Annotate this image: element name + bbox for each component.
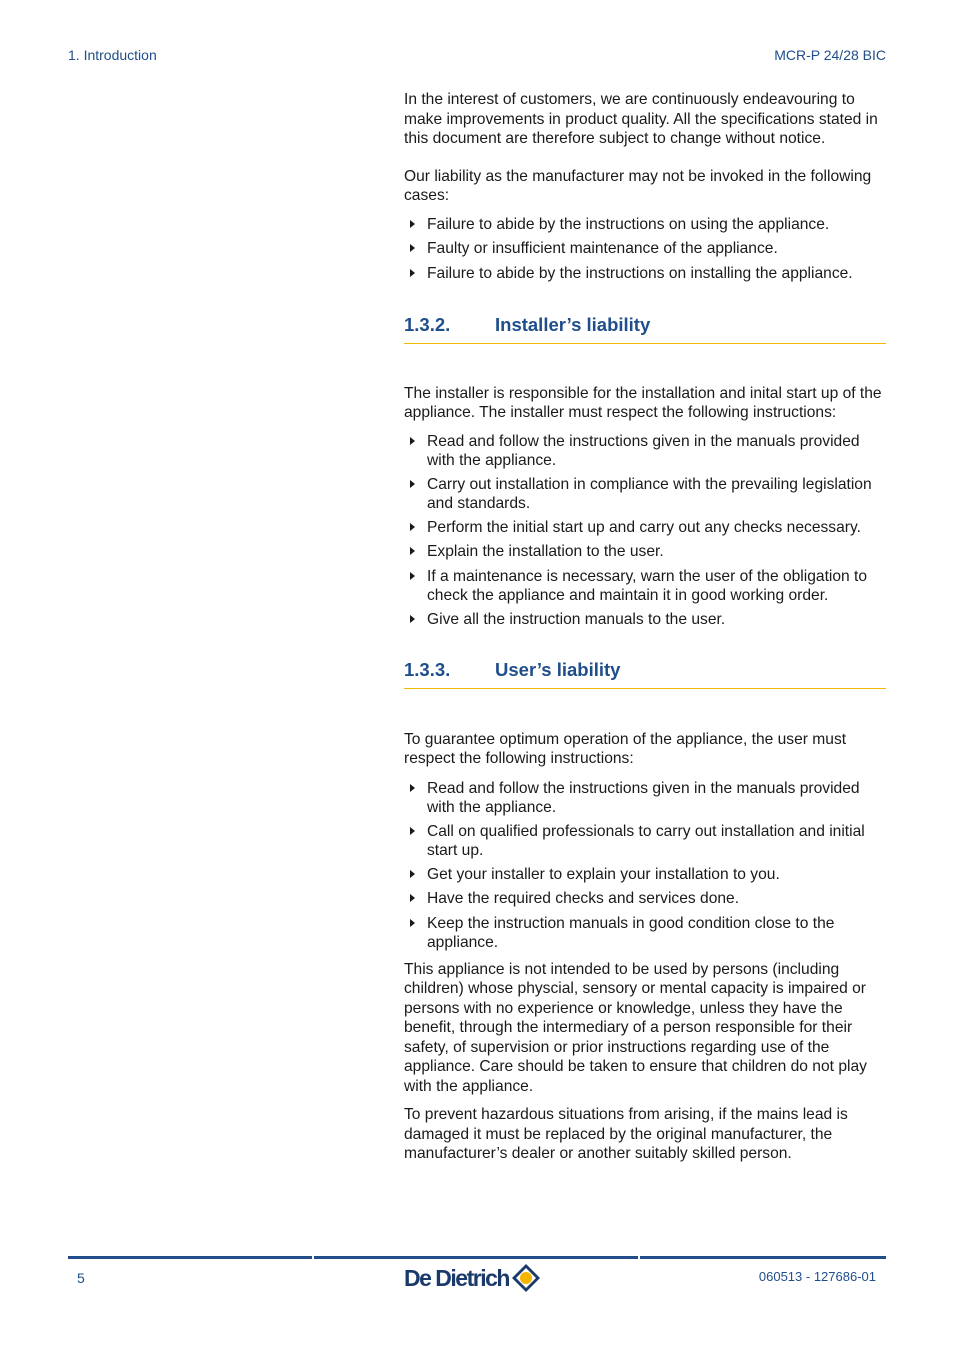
bullet-arrow-icon bbox=[410, 784, 415, 792]
user-liability-heading bbox=[404, 660, 886, 689]
list-item: Read and follow the instructions given in the manuals provided with the appliance. bbox=[404, 432, 886, 471]
diamond-logo-icon bbox=[510, 1262, 542, 1294]
bullet-arrow-icon bbox=[410, 269, 415, 277]
list-item: Have the required checks and services done. bbox=[404, 889, 886, 909]
bullet-arrow-icon bbox=[410, 894, 415, 902]
list-item: Get your installer to explain your installation to you. bbox=[404, 865, 886, 885]
bullet-arrow-icon bbox=[410, 547, 415, 555]
list-item: If a maintenance is necessary, warn the user of the obligation to check the appliance and maintain it in good working order. bbox=[404, 567, 886, 606]
manufacturer-liability-list bbox=[404, 215, 886, 284]
document-reference: 060513 - 127686-01 bbox=[758, 1269, 876, 1284]
list-item: Read and follow the instructions given in the manuals provided with the appliance. bbox=[404, 779, 886, 818]
section-title: Installer’s liability bbox=[495, 314, 651, 335]
bullet-arrow-icon bbox=[410, 480, 415, 488]
header-section-label: 1. Introduction bbox=[68, 47, 157, 63]
bullet-arrow-icon bbox=[410, 827, 415, 835]
children-safety-paragraph: This appliance is not intended to be used by persons (including children) whose physcial, sensory or mental capacity is impaired or persons with no experience or knowledge, unless they have the benefit, through the intermediary of a person responsible for their safety, of supervision or prior instructions regarding use of the appliance. Care should be taken to ensure that children do not play with the appliance. bbox=[404, 960, 867, 1095]
list-item: Failure to abide by the instructions on using the appliance. bbox=[404, 215, 886, 235]
list-item: Keep the instruction manuals in good condition close to the appliance. bbox=[404, 914, 886, 953]
installer-intro-paragraph: The installer is responsible for the installation and inital start up of the appliance. The installer must respect the following instructions: bbox=[404, 384, 882, 421]
user-instructions-list bbox=[404, 779, 886, 953]
brand-logo bbox=[404, 1262, 542, 1294]
section-number: 1.3.3. bbox=[404, 659, 451, 680]
bullet-arrow-icon bbox=[410, 244, 415, 252]
section-number: 1.3.2. bbox=[404, 314, 451, 335]
bullet-arrow-icon bbox=[410, 615, 415, 623]
list-item: Give all the instruction manuals to the user. bbox=[404, 610, 886, 630]
installer-instructions-list bbox=[404, 432, 886, 630]
footer-rule bbox=[68, 1256, 886, 1259]
intro-paragraph-1: In the interest of customers, we are continuously endeavouring to make improvements in product quality. All the specifications stated in this document are therefore subject to change without notice. bbox=[404, 91, 878, 147]
list-item: Faulty or insufficient maintenance of the appliance. bbox=[404, 239, 886, 259]
mains-lead-paragraph: To prevent hazardous situations from arising, if the mains lead is damaged it must be replaced by the original manufacturer, the manufacturer’s dealer or another suitably skilled person. bbox=[404, 1106, 848, 1162]
intro-paragraph-2: Our liability as the manufacturer may not be invoked in the following cases: bbox=[404, 167, 872, 204]
bullet-arrow-icon bbox=[410, 919, 415, 927]
bullet-arrow-icon bbox=[410, 437, 415, 445]
user-intro-paragraph: To guarantee optimum operation of the appliance, the user must respect the following instructions: bbox=[404, 730, 847, 767]
bullet-arrow-icon bbox=[410, 220, 415, 228]
list-item: Perform the initial start up and carry out any checks necessary. bbox=[404, 518, 886, 538]
bullet-arrow-icon bbox=[410, 572, 415, 580]
installer-liability-heading bbox=[404, 315, 886, 344]
section-title: User’s liability bbox=[495, 659, 621, 680]
page-number: 5 bbox=[77, 1270, 85, 1286]
header-model-label: MCR-P 24/28 BIC bbox=[774, 47, 886, 63]
list-item: Explain the installation to the user. bbox=[404, 542, 886, 562]
list-item: Call on qualified professionals to carry out installation and initial start up. bbox=[404, 822, 886, 861]
bullet-arrow-icon bbox=[410, 523, 415, 531]
brand-wordmark: De Dietrich bbox=[404, 1264, 509, 1291]
list-item: Failure to abide by the instructions on installing the appliance. bbox=[404, 264, 886, 284]
main-content bbox=[404, 90, 886, 1164]
bullet-arrow-icon bbox=[410, 870, 415, 878]
list-item: Carry out installation in compliance with the prevailing legislation and standards. bbox=[404, 475, 886, 514]
